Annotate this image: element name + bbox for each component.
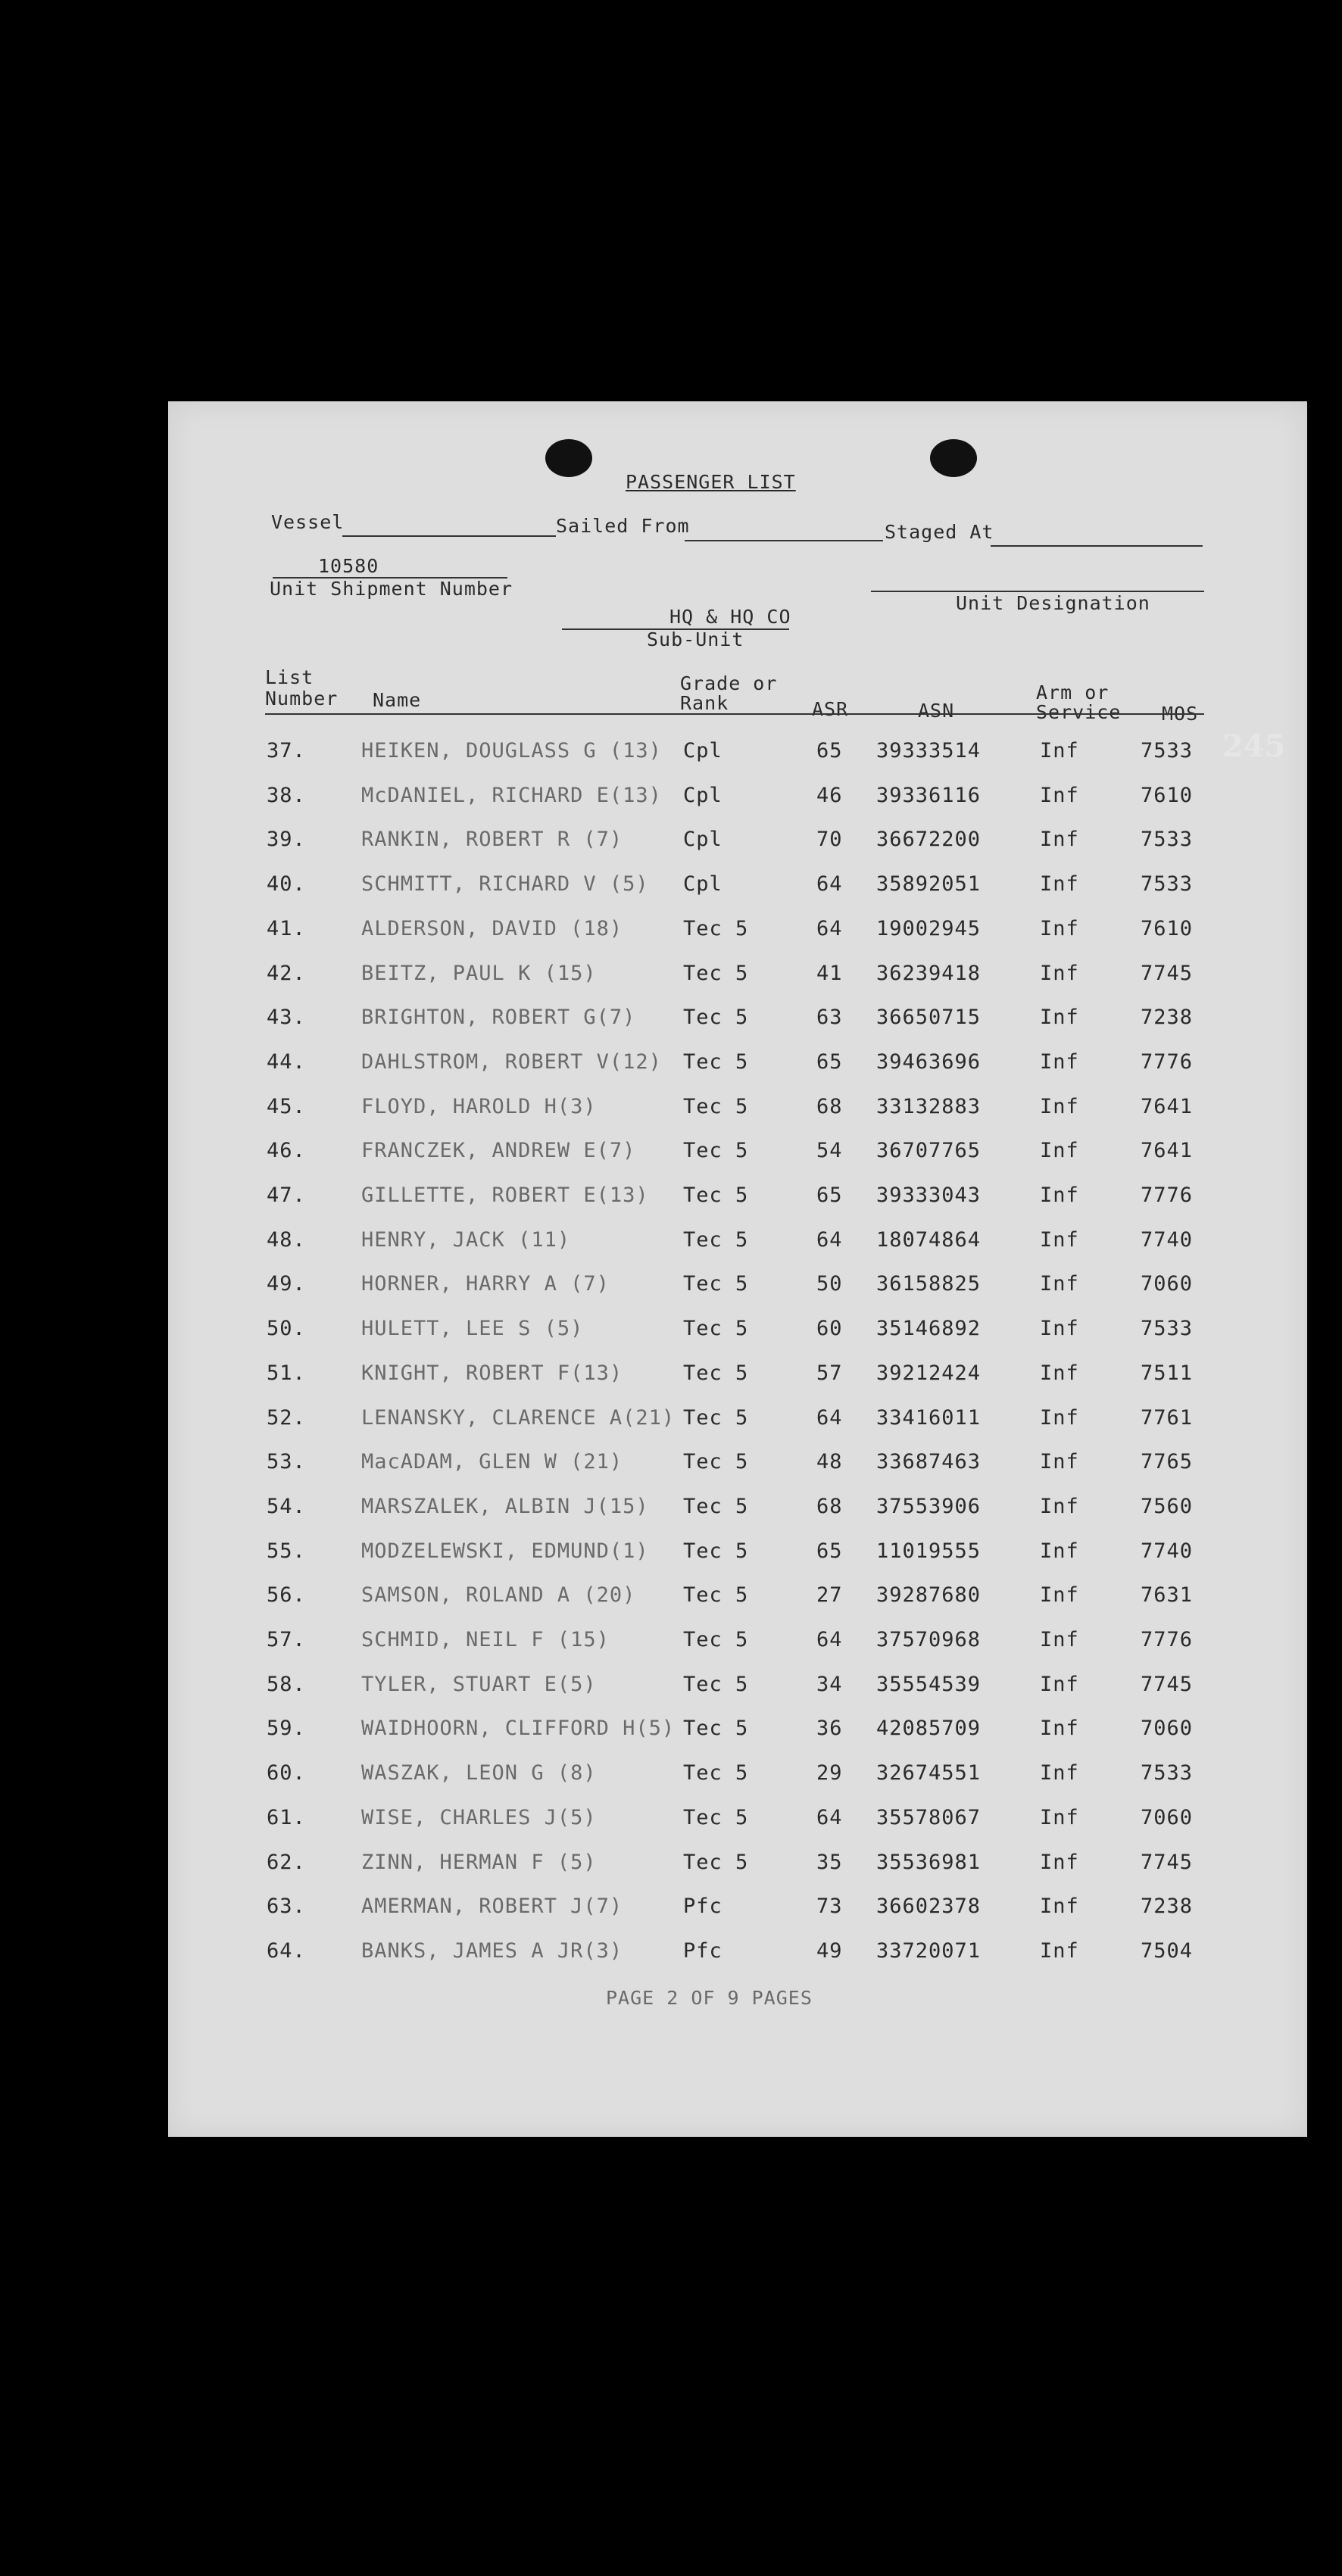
page-footer: PAGE 2 OF 9 PAGES bbox=[606, 1987, 813, 2009]
row-number: 38. bbox=[267, 783, 306, 807]
row-name: FRANCZEK, ANDREW E(7) bbox=[361, 1139, 636, 1163]
col-grade-header: Grade or bbox=[680, 672, 778, 694]
row-arm: Inf bbox=[1040, 1361, 1079, 1385]
row-arm: Inf bbox=[1040, 1184, 1079, 1207]
row-grade: Tec 5 bbox=[683, 1539, 749, 1563]
row-asr: 64 bbox=[816, 872, 843, 897]
col-asn-header: ASN bbox=[918, 700, 955, 722]
row-name: WASZAK, LEON G (8) bbox=[361, 1761, 597, 1785]
table-row bbox=[168, 1761, 1307, 1792]
row-number: 37. bbox=[267, 739, 306, 763]
row-number: 42. bbox=[267, 961, 306, 985]
row-number: 40. bbox=[267, 872, 306, 897]
row-grade: Tec 5 bbox=[683, 1227, 749, 1252]
row-mos: 7745 bbox=[1141, 961, 1194, 985]
row-name: ZINN, HERMAN F (5) bbox=[361, 1850, 597, 1874]
row-asn: 33720071 bbox=[876, 1938, 982, 1963]
row-grade: Tec 5 bbox=[683, 1717, 749, 1741]
table-row bbox=[168, 1361, 1307, 1392]
row-arm: Inf bbox=[1040, 1583, 1079, 1608]
row-name: McDANIEL, RICHARD E(13) bbox=[361, 783, 662, 807]
row-grade: Tec 5 bbox=[683, 1361, 749, 1385]
row-asn: 36239418 bbox=[876, 961, 982, 985]
row-name: MODZELEWSKI, EDMUND(1) bbox=[361, 1539, 649, 1563]
row-arm: Inf bbox=[1040, 1895, 1079, 1919]
row-asr: 48 bbox=[816, 1450, 843, 1474]
row-name: HENRY, JACK (11) bbox=[361, 1227, 571, 1252]
row-asn: 36158825 bbox=[876, 1272, 982, 1296]
row-number: 63. bbox=[267, 1895, 306, 1919]
unit-designation-label: Unit Designation bbox=[956, 592, 1150, 614]
table-row bbox=[168, 1184, 1307, 1214]
row-asn: 39336116 bbox=[876, 783, 982, 807]
row-mos: 7560 bbox=[1141, 1494, 1194, 1518]
row-name: TYLER, STUART E(5) bbox=[361, 1672, 597, 1696]
row-asr: 70 bbox=[816, 828, 843, 852]
table-row bbox=[168, 828, 1307, 858]
row-asr: 60 bbox=[816, 1317, 843, 1341]
table-row bbox=[168, 1050, 1307, 1081]
row-asn: 35578067 bbox=[876, 1805, 982, 1829]
row-asr: 29 bbox=[816, 1761, 843, 1785]
row-grade: Tec 5 bbox=[683, 1317, 749, 1341]
row-name: BRIGHTON, ROBERT G(7) bbox=[361, 1006, 636, 1030]
row-mos: 7238 bbox=[1141, 1895, 1194, 1919]
row-grade: Tec 5 bbox=[683, 1272, 749, 1296]
row-number: 41. bbox=[267, 916, 306, 940]
col-asr-header: ASR bbox=[812, 698, 849, 720]
row-mos: 7504 bbox=[1141, 1938, 1194, 1963]
row-mos: 7745 bbox=[1141, 1850, 1194, 1874]
row-grade: Tec 5 bbox=[683, 916, 749, 940]
row-name: GILLETTE, ROBERT E(13) bbox=[361, 1184, 649, 1207]
row-mos: 7610 bbox=[1141, 783, 1194, 807]
row-asr: 64 bbox=[816, 1805, 843, 1829]
archive-page-number: 245 bbox=[1222, 728, 1286, 764]
row-arm: Inf bbox=[1040, 961, 1079, 985]
row-name: WISE, CHARLES J(5) bbox=[361, 1805, 597, 1829]
table-row bbox=[168, 1939, 1307, 1969]
row-asn: 32674551 bbox=[876, 1761, 982, 1785]
row-name: HORNER, HARRY A (7) bbox=[361, 1272, 610, 1296]
document-title: PASSENGER LIST bbox=[626, 471, 796, 493]
row-asn: 33687463 bbox=[876, 1450, 982, 1474]
row-name: ALDERSON, DAVID (18) bbox=[361, 916, 623, 940]
row-grade: Tec 5 bbox=[683, 1628, 749, 1651]
row-name: RANKIN, ROBERT R (7) bbox=[361, 828, 623, 852]
staged-at-line bbox=[991, 545, 1203, 547]
row-mos: 7641 bbox=[1141, 1094, 1194, 1118]
table-row bbox=[168, 1628, 1307, 1658]
row-arm: Inf bbox=[1040, 1628, 1079, 1651]
row-asn: 35536981 bbox=[876, 1850, 982, 1874]
row-asn: 35892051 bbox=[876, 872, 982, 897]
row-arm: Inf bbox=[1040, 1094, 1079, 1118]
punch-hole-right bbox=[930, 439, 977, 477]
row-asn: 39287680 bbox=[876, 1583, 982, 1608]
row-number: 50. bbox=[267, 1317, 306, 1341]
row-name: SAMSON, ROLAND A (20) bbox=[361, 1583, 636, 1608]
row-asn: 39463696 bbox=[876, 1049, 982, 1074]
row-mos: 7740 bbox=[1141, 1227, 1194, 1252]
row-number: 61. bbox=[267, 1805, 306, 1829]
row-mos: 7776 bbox=[1141, 1628, 1194, 1651]
staged-at-label: Staged At bbox=[885, 521, 994, 543]
table-row bbox=[168, 1095, 1307, 1125]
row-grade: Tec 5 bbox=[683, 1672, 749, 1696]
row-arm: Inf bbox=[1040, 828, 1079, 852]
row-arm: Inf bbox=[1040, 1405, 1079, 1430]
table-row bbox=[168, 1139, 1307, 1169]
row-number: 45. bbox=[267, 1094, 306, 1118]
row-number: 55. bbox=[267, 1539, 306, 1563]
row-grade: Cpl bbox=[683, 739, 722, 763]
row-asn: 36650715 bbox=[876, 1006, 982, 1030]
row-grade: Cpl bbox=[683, 783, 722, 807]
row-number: 57. bbox=[267, 1628, 306, 1651]
row-mos: 7776 bbox=[1141, 1049, 1194, 1074]
table-row bbox=[168, 1228, 1307, 1258]
row-asn: 37553906 bbox=[876, 1494, 982, 1518]
table-row bbox=[168, 1717, 1307, 1747]
vessel-label: Vessel bbox=[271, 511, 345, 533]
punch-hole-left bbox=[545, 439, 592, 477]
row-mos: 7765 bbox=[1141, 1450, 1194, 1474]
row-number: 44. bbox=[267, 1049, 306, 1074]
row-asr: 64 bbox=[816, 1227, 843, 1252]
row-arm: Inf bbox=[1040, 783, 1079, 807]
row-mos: 7060 bbox=[1141, 1805, 1194, 1829]
row-asr: 35 bbox=[816, 1850, 843, 1874]
table-row bbox=[168, 872, 1307, 903]
table-row bbox=[168, 1895, 1307, 1925]
row-mos: 7745 bbox=[1141, 1672, 1194, 1696]
vessel-line bbox=[342, 535, 556, 537]
table-row bbox=[168, 962, 1307, 992]
table-row bbox=[168, 739, 1307, 769]
row-arm: Inf bbox=[1040, 1450, 1079, 1474]
row-arm: Inf bbox=[1040, 1850, 1079, 1874]
sailed-from-line bbox=[685, 540, 883, 541]
row-grade: Tec 5 bbox=[683, 1583, 749, 1608]
row-asn: 33416011 bbox=[876, 1405, 982, 1430]
row-number: 54. bbox=[267, 1494, 306, 1518]
row-name: HEIKEN, DOUGLASS G (13) bbox=[361, 739, 662, 763]
row-arm: Inf bbox=[1040, 916, 1079, 940]
row-asn: 19002945 bbox=[876, 916, 982, 940]
row-name: MacADAM, GLEN W (21) bbox=[361, 1450, 623, 1474]
row-mos: 7533 bbox=[1141, 1317, 1194, 1341]
row-grade: Tec 5 bbox=[683, 1850, 749, 1874]
row-mos: 7511 bbox=[1141, 1361, 1194, 1385]
row-asn: 39212424 bbox=[876, 1361, 982, 1385]
table-row bbox=[168, 1539, 1307, 1570]
row-asn: 36602378 bbox=[876, 1895, 982, 1919]
row-number: 58. bbox=[267, 1672, 306, 1696]
row-mos: 7761 bbox=[1141, 1405, 1194, 1430]
row-arm: Inf bbox=[1040, 1805, 1079, 1829]
row-mos: 7740 bbox=[1141, 1539, 1194, 1563]
row-asr: 73 bbox=[816, 1895, 843, 1919]
row-asr: 68 bbox=[816, 1494, 843, 1518]
row-asr: 65 bbox=[816, 739, 843, 763]
row-asn: 36672200 bbox=[876, 828, 982, 852]
row-mos: 7533 bbox=[1141, 1761, 1194, 1785]
row-number: 60. bbox=[267, 1761, 306, 1785]
row-grade: Tec 5 bbox=[683, 1761, 749, 1785]
table-row bbox=[168, 1450, 1307, 1480]
row-asr: 68 bbox=[816, 1094, 843, 1118]
row-number: 39. bbox=[267, 828, 306, 852]
row-name: FLOYD, HAROLD H(3) bbox=[361, 1094, 597, 1118]
col-number-header: Number bbox=[265, 688, 339, 709]
row-number: 52. bbox=[267, 1405, 306, 1430]
row-arm: Inf bbox=[1040, 1539, 1079, 1563]
row-number: 43. bbox=[267, 1006, 306, 1030]
row-asn: 11019555 bbox=[876, 1539, 982, 1563]
row-name: SCHMITT, RICHARD V (5) bbox=[361, 872, 649, 897]
col-arm-header: Arm or bbox=[1036, 681, 1109, 703]
row-name: BANKS, JAMES A JR(3) bbox=[361, 1938, 623, 1963]
row-arm: Inf bbox=[1040, 1938, 1079, 1963]
row-asr: 64 bbox=[816, 1628, 843, 1651]
sub-unit-label: Sub-Unit bbox=[647, 628, 744, 650]
row-grade: Tec 5 bbox=[683, 1006, 749, 1030]
row-grade: Tec 5 bbox=[683, 1450, 749, 1474]
col-rank-header: Rank bbox=[680, 692, 729, 714]
row-number: 51. bbox=[267, 1361, 306, 1385]
row-asr: 36 bbox=[816, 1717, 843, 1741]
row-asn: 42085709 bbox=[876, 1717, 982, 1741]
row-asn: 18074864 bbox=[876, 1227, 982, 1252]
row-grade: Tec 5 bbox=[683, 1094, 749, 1118]
row-mos: 7060 bbox=[1141, 1717, 1194, 1741]
row-arm: Inf bbox=[1040, 1227, 1079, 1252]
table-row bbox=[168, 1317, 1307, 1347]
row-asr: 57 bbox=[816, 1361, 843, 1385]
row-asr: 46 bbox=[816, 783, 843, 807]
row-name: SCHMID, NEIL F (15) bbox=[361, 1628, 610, 1651]
row-grade: Tec 5 bbox=[683, 961, 749, 985]
row-grade: Tec 5 bbox=[683, 1184, 749, 1207]
row-arm: Inf bbox=[1040, 739, 1079, 763]
row-arm: Inf bbox=[1040, 1761, 1079, 1785]
row-mos: 7533 bbox=[1141, 828, 1194, 852]
row-mos: 7776 bbox=[1141, 1184, 1194, 1207]
row-name: HULETT, LEE S (5) bbox=[361, 1317, 584, 1341]
row-mos: 7631 bbox=[1141, 1583, 1194, 1608]
unit-shipment-number-value: 10580 bbox=[318, 555, 379, 577]
row-mos: 7533 bbox=[1141, 739, 1194, 763]
row-mos: 7533 bbox=[1141, 872, 1194, 897]
row-grade: Tec 5 bbox=[683, 1405, 749, 1430]
row-name: MARSZALEK, ALBIN J(15) bbox=[361, 1494, 649, 1518]
row-asr: 54 bbox=[816, 1139, 843, 1163]
row-name: WAIDHOORN, CLIFFORD H(5) bbox=[361, 1717, 676, 1741]
row-arm: Inf bbox=[1040, 1049, 1079, 1074]
row-asn: 39333043 bbox=[876, 1184, 982, 1207]
row-grade: Tec 5 bbox=[683, 1805, 749, 1829]
row-asr: 50 bbox=[816, 1272, 843, 1296]
row-number: 46. bbox=[267, 1139, 306, 1163]
row-asr: 65 bbox=[816, 1184, 843, 1207]
table-row bbox=[168, 1851, 1307, 1881]
row-name: KNIGHT, ROBERT F(13) bbox=[361, 1361, 623, 1385]
table-row bbox=[168, 1806, 1307, 1836]
row-arm: Inf bbox=[1040, 1139, 1079, 1163]
row-asr: 41 bbox=[816, 961, 843, 985]
row-grade: Tec 5 bbox=[683, 1049, 749, 1074]
row-grade: Cpl bbox=[683, 872, 722, 897]
row-asr: 65 bbox=[816, 1049, 843, 1074]
row-grade: Cpl bbox=[683, 828, 722, 852]
row-name: DAHLSTROM, ROBERT V(12) bbox=[361, 1049, 662, 1074]
row-number: 53. bbox=[267, 1450, 306, 1474]
row-arm: Inf bbox=[1040, 1006, 1079, 1030]
row-asr: 49 bbox=[816, 1938, 843, 1963]
row-asr: 64 bbox=[816, 1405, 843, 1430]
row-grade: Pfc bbox=[683, 1938, 722, 1963]
row-asr: 64 bbox=[816, 916, 843, 940]
table-row bbox=[168, 1583, 1307, 1614]
row-asn: 35146892 bbox=[876, 1317, 982, 1341]
row-asr: 34 bbox=[816, 1672, 843, 1696]
row-number: 64. bbox=[267, 1938, 306, 1963]
row-arm: Inf bbox=[1040, 1272, 1079, 1296]
row-arm: Inf bbox=[1040, 872, 1079, 897]
col-name-header: Name bbox=[373, 689, 422, 711]
row-mos: 7060 bbox=[1141, 1272, 1194, 1296]
row-name: AMERMAN, ROBERT J(7) bbox=[361, 1895, 623, 1919]
row-asn: 35554539 bbox=[876, 1672, 982, 1696]
row-mos: 7641 bbox=[1141, 1139, 1194, 1163]
unit-shipment-number-label: Unit Shipment Number bbox=[270, 578, 513, 600]
table-row bbox=[168, 1006, 1307, 1036]
row-grade: Tec 5 bbox=[683, 1139, 749, 1163]
header-rule bbox=[265, 713, 1204, 715]
row-arm: Inf bbox=[1040, 1672, 1079, 1696]
row-asn: 33132883 bbox=[876, 1094, 982, 1118]
row-number: 47. bbox=[267, 1184, 306, 1207]
row-grade: Tec 5 bbox=[683, 1494, 749, 1518]
row-asn: 37570968 bbox=[876, 1628, 982, 1651]
table-row bbox=[168, 1673, 1307, 1703]
sub-unit-value: HQ & HQ CO bbox=[669, 606, 791, 628]
col-service-header: Service bbox=[1036, 701, 1122, 723]
row-arm: Inf bbox=[1040, 1717, 1079, 1741]
row-asr: 65 bbox=[816, 1539, 843, 1563]
row-mos: 7610 bbox=[1141, 916, 1194, 940]
row-name: LENANSKY, CLARENCE A(21) bbox=[361, 1405, 676, 1430]
row-number: 56. bbox=[267, 1583, 306, 1608]
row-number: 62. bbox=[267, 1850, 306, 1874]
table-row bbox=[168, 1272, 1307, 1302]
row-number: 59. bbox=[267, 1717, 306, 1741]
table-row bbox=[168, 784, 1307, 814]
row-arm: Inf bbox=[1040, 1494, 1079, 1518]
table-row bbox=[168, 1406, 1307, 1436]
row-arm: Inf bbox=[1040, 1317, 1079, 1341]
passenger-list-page bbox=[168, 401, 1307, 2137]
table-row bbox=[168, 917, 1307, 947]
table-row bbox=[168, 1495, 1307, 1525]
row-number: 49. bbox=[267, 1272, 306, 1296]
row-name: BEITZ, PAUL K (15) bbox=[361, 961, 597, 985]
row-asr: 63 bbox=[816, 1006, 843, 1030]
col-mos-header: MOS bbox=[1162, 703, 1199, 725]
row-asn: 39333514 bbox=[876, 739, 982, 763]
row-grade: Pfc bbox=[683, 1895, 722, 1919]
row-asr: 27 bbox=[816, 1583, 843, 1608]
col-list-header: List bbox=[265, 666, 314, 688]
row-number: 48. bbox=[267, 1227, 306, 1252]
row-asn: 36707765 bbox=[876, 1139, 982, 1163]
sailed-from-label: Sailed From bbox=[556, 515, 690, 537]
row-mos: 7238 bbox=[1141, 1006, 1194, 1030]
